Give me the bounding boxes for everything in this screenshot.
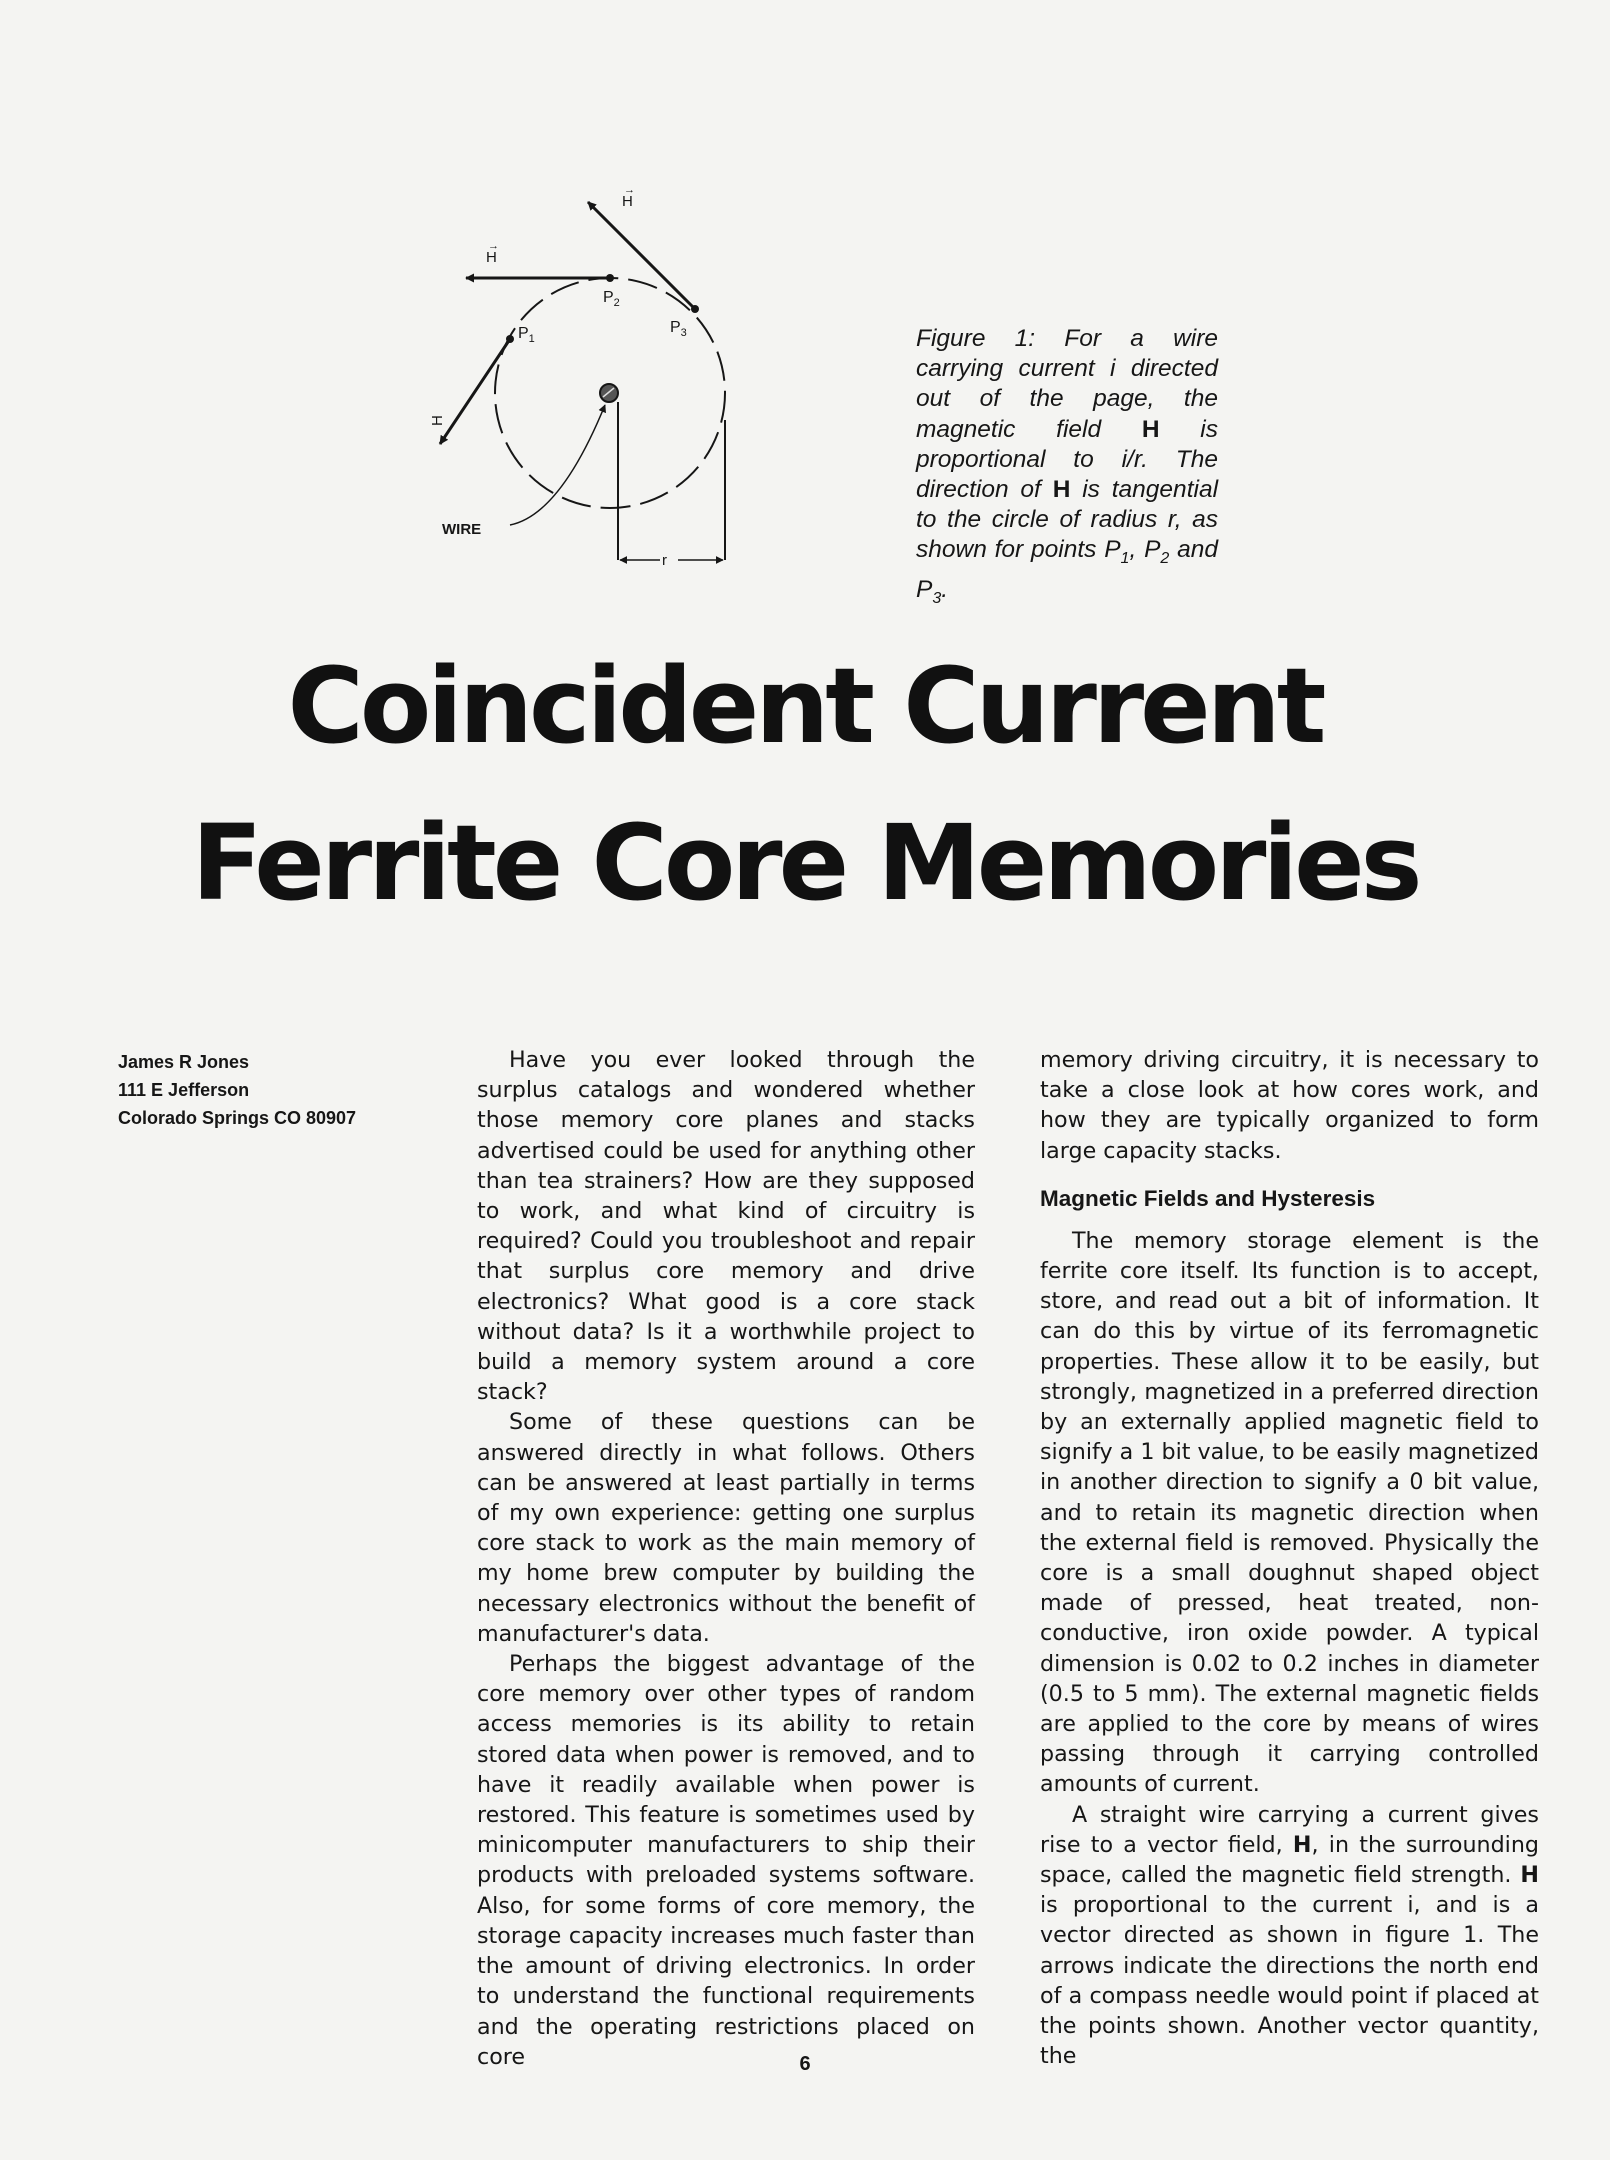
svg-text:→: → (488, 240, 499, 252)
paragraph: Some of these questions can be answered directly in what follows. Others can be answered at least partially in terms of my own experience: getting one surplus core stack to work as the main memory of my home brew computer by building the necessary electronics without the benefit of manufacturer's data. (477, 1409, 975, 1647)
label-p1: $P_1$ (518, 325, 535, 345)
article-title-line-1: Coincident Current (287, 645, 1323, 767)
paragraph: A straight wire carrying a current gives rise to a vector field, H, in the surrounding space, called the magnetic field strength. H is proportional to the current i, and is a vector directed as shown in figure 1. The arrows indicate the directions the north end of a compass needle would point if placed at the points shown. Another vector quantity, the (1040, 1801, 1539, 2070)
label-h-p3: H (622, 193, 633, 210)
section-heading: Magnetic Fields and Hysteresis (1040, 1185, 1376, 1211)
paragraph: Perhaps the biggest advantage of the core memory over other types of random access memories is its ability to retain stored data when power is removed, and to have it readily available when power is restored. This feature is sometimes used by minicomputer manufacturers to ship their products with preloaded systems software. Also, for some forms of core memory, the storage capacity increases much faster than the amount of driving electronics. In order to understand the functional requirements and the operating restrictions placed on core (477, 1651, 975, 2070)
label-p3: $P_3$ (670, 319, 687, 339)
author-name: James R Jones (118, 1052, 250, 1072)
label-p2: $P_2$ (603, 289, 620, 309)
author-street: 111 E Jefferson (118, 1080, 250, 1100)
body-column-1 (477, 1045, 975, 2072)
page-number: 6 (799, 2053, 811, 2075)
label-r: r (662, 552, 667, 569)
svg-text:→: → (624, 184, 635, 196)
label-wire: WIRE (442, 521, 482, 538)
magnetic-field-figure (400, 170, 780, 590)
author-city: Colorado Springs CO 80907 (118, 1108, 357, 1128)
label-h-p2: H (486, 249, 497, 266)
paragraph: The memory storage element is the ferrite core itself. Its function is to accept, store, and read out a bit of information. It can do this by virtue of its ferromagnetic properties. These allow it to be easily, but strongly, magnetized in a preferred direction by an externally applied magnetic field to signify a 1 bit value, to be easily magnetized in another direction to signify a 0 bit value, and to retain its magnetic direction when the external field is removed. Physically the core is a small doughnut shaped object made of pressed, heat treated, non-conductive, iron oxide powder. A typical dimension is 0.02 to 0.2 inches in diameter (0.5 to 5 mm). The external magnetic fields are applied to the core by means of wires passing through it carrying controlled amounts of current. (1040, 1227, 1539, 1798)
paragraph: Have you ever looked through the surplus catalogs and wondered whether those memory core planes and stacks advertised could be used for anything other than tea strainers? How are they supposed to work, and what kind of circuitry is required? Could you troubleshoot and repair that surplus core memory and drive electronics? What good is a core stack without data? Is it a worthwhile project to build a memory system around a core stack? (477, 1047, 975, 1406)
label-h-p1: H (429, 415, 446, 426)
article-title-line-2: Ferrite Core Memories (191, 802, 1419, 924)
wire-leader (510, 405, 605, 525)
figure-caption: Figure 1: For a wire carrying current i directed out of the page, the magnetic field H is proportional to i/r. The direction of H is tangential to the circle of radius r, as shown for points $P_1$, $P_2$ and $P_3$. (916, 325, 1219, 607)
paragraph: memory driving circuitry, it is necessary to take a close look at how cores work, and how they are typically organized to form large capacity stacks. (1040, 1047, 1539, 1164)
body-column-2 (1040, 1045, 1539, 2072)
author-byline (118, 1048, 398, 1132)
